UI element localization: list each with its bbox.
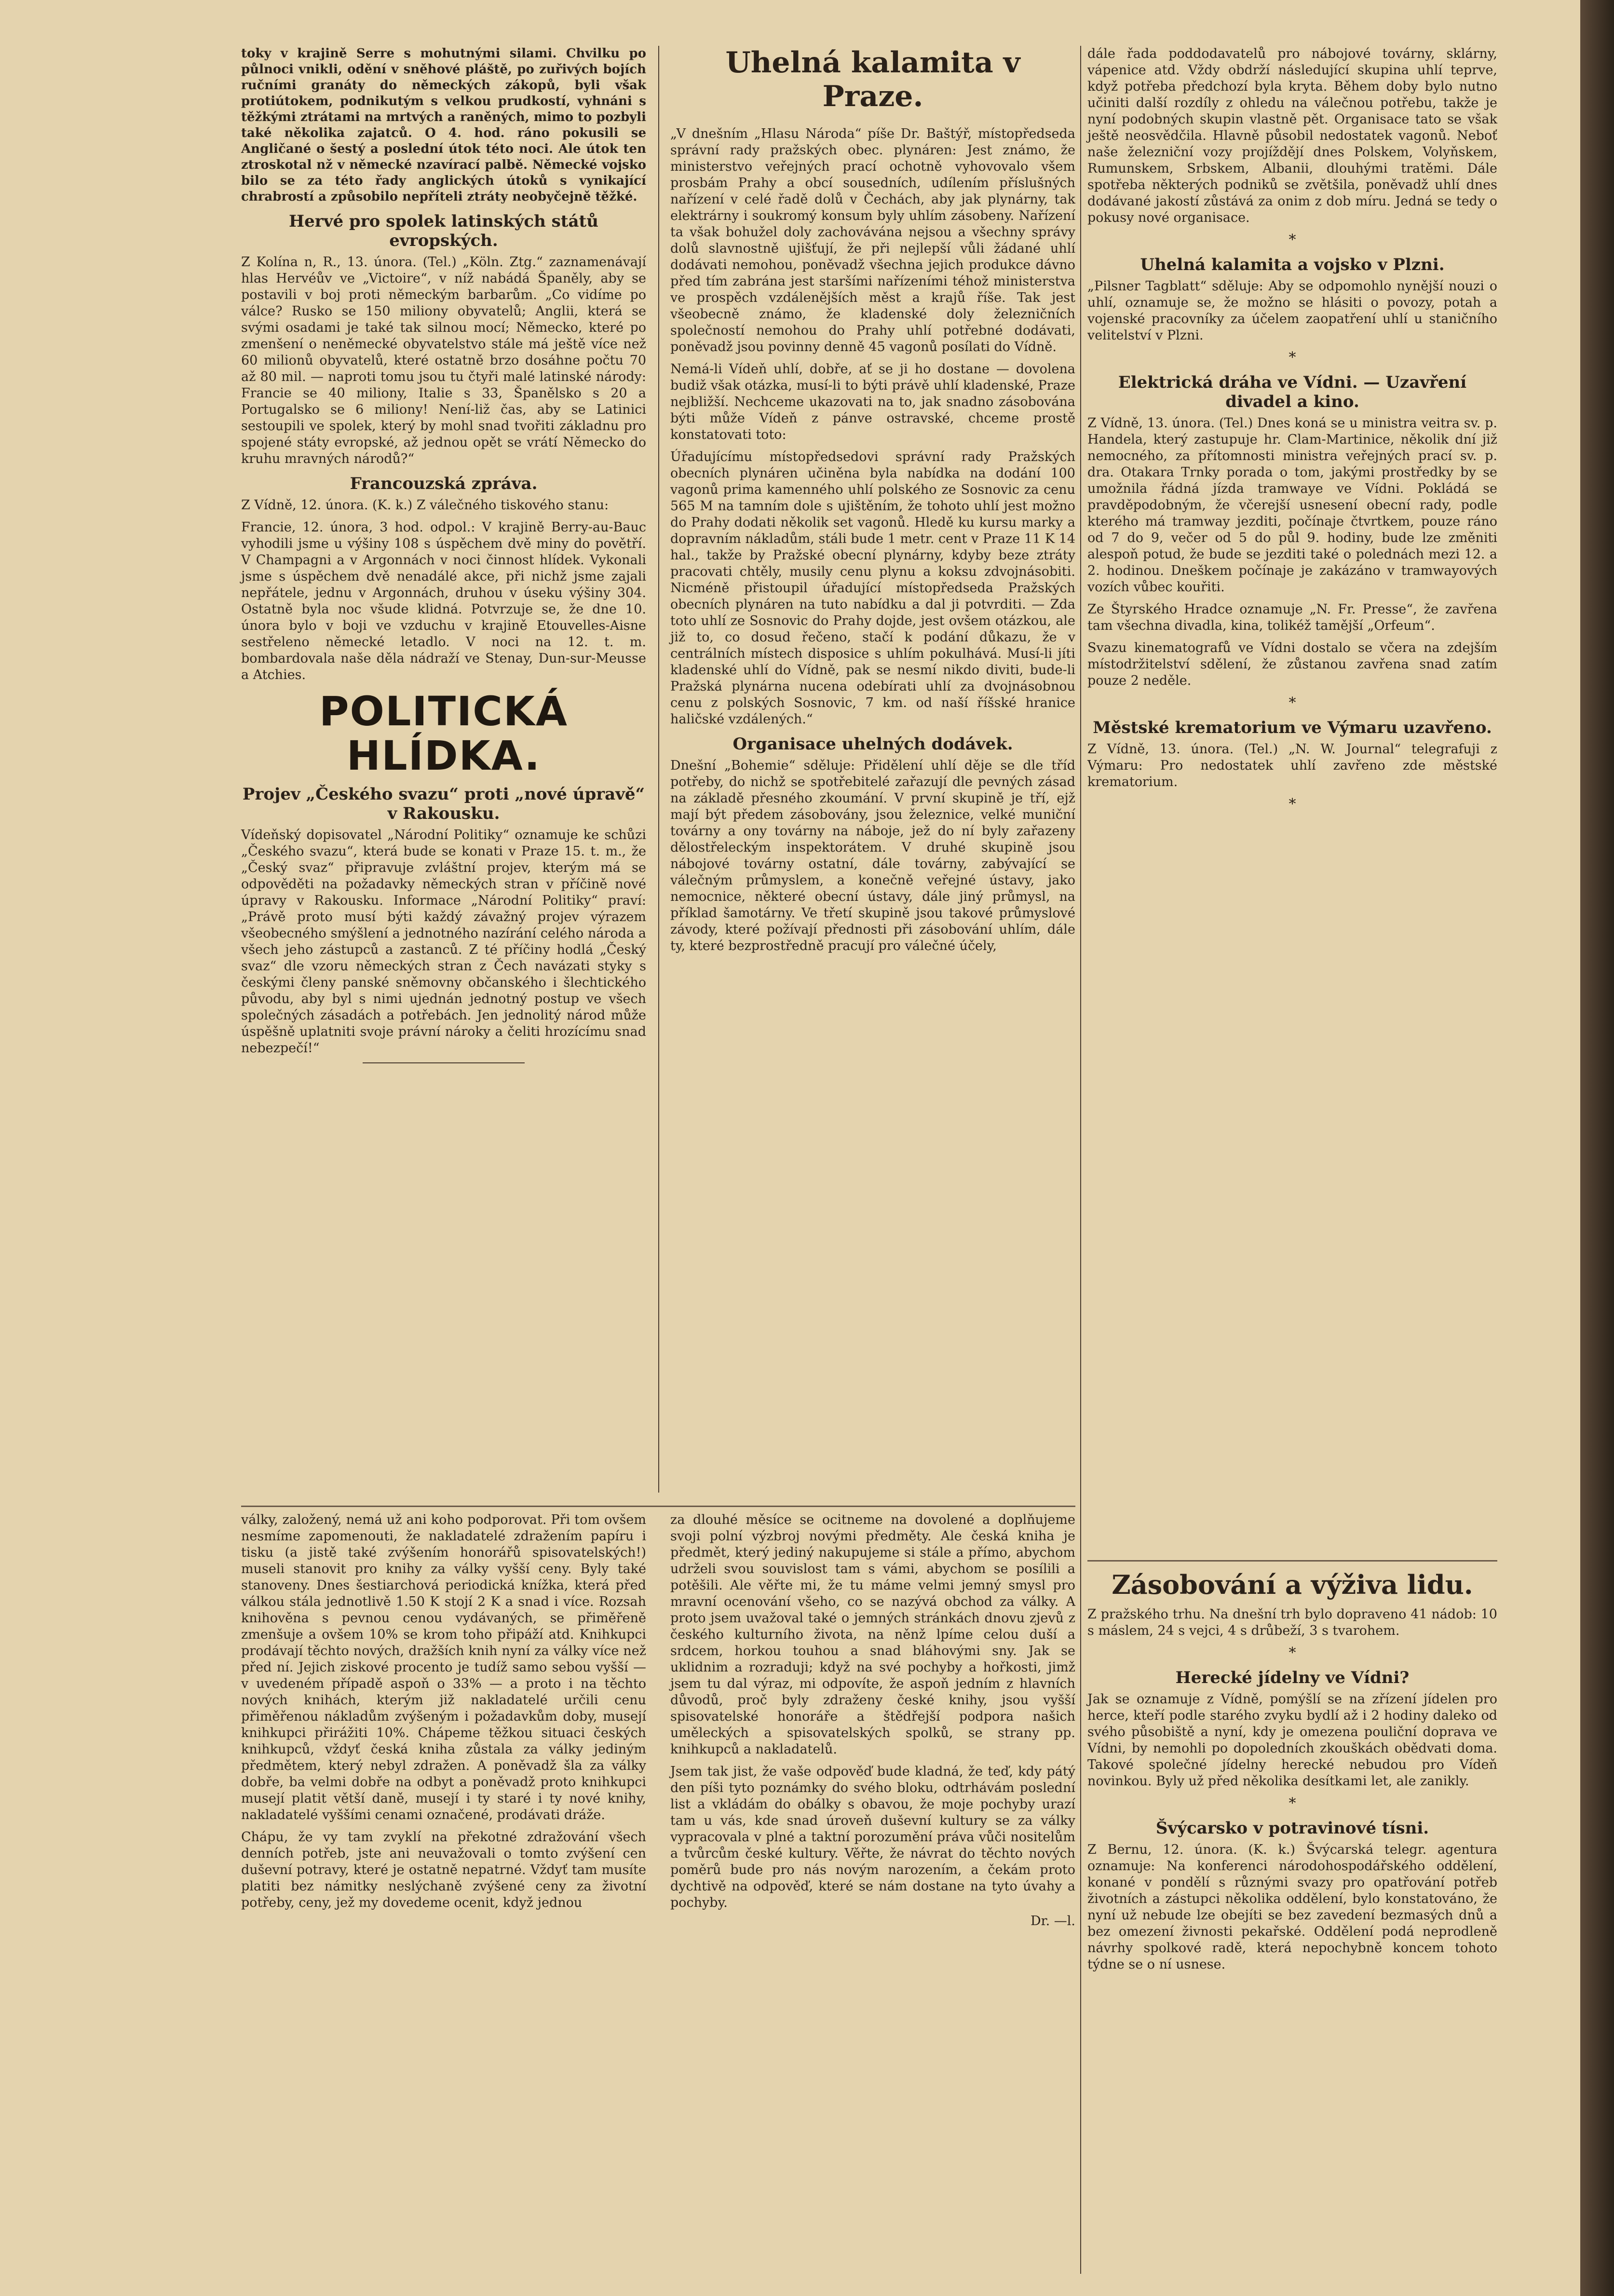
star-ornament: * (1288, 694, 1296, 711)
column-1 (241, 46, 646, 1068)
plzen-heading: Uhelná kalamita a vojsko v Plzni. (1140, 255, 1445, 274)
column-2 (670, 46, 1075, 960)
essay-paragraph: Jsem tak jist, že vaše odpověď bude kladná, že teď, kdy pátý den píši tyto poznámky do svého bloku, odtrhávám poslední list a vkládám do obálky s obavou, že moje pochyby urazí tam u vás, kde snad úroveň duševní kultury se za války vypracovala v plné a taktní porozumění práva vůči nositelům a tvůrcům české kultury. Věřte, že návrat do těchto nových poměrů bude pro nás novým narozením, a čekám proto dychtivě na odpověď, které se nám dostane na tyto úvahy a pochyby. (670, 1764, 1075, 1910)
continued-paragraph: dále řada poddodavatelů pro nábojové továrny, sklárny, vápenice atd. Vždy obdrží následující skupina uhlí teprve, když potřeba předchozí byla kryta. Během doby bylo nutno učiniti další rozdíly z ohledu na válečnou potřebu, takže je nyní podobných skupin vlastně pět. Organisace tato se však ještě neosvědčila. Hlavně působil nedostatek vagonů. Neboť naše železniční vozy projíždějí dnes Polskem, Volyňskem, Rumunskem, Srbskem, Albanii, dlouhými tratěmi. Dále spotřeba některých podniků se zvětšila, poněvadž uhlí dnes dodávané jakostí zůstává za onim z dob míru. Jedná se tedy o pokusy nové organisace. (1087, 46, 1497, 225)
kalamita-paragraph: Úřadujícímu místopředsedovi správní rady Pražských obecních plynáren učiněna byla nabídka na dodání 100 vagonů prima kamenného uhlí polského ze Sosnovic za cenu 565 M na tamním dole s ujištěním, že tohoto uhlí jest možno do Prahy dodati několik set vagonů. Hledě ku kursu marky a dopravním nákladům, stáli bude 1 metr. cent v Praze 11 K 14 hal., takže by Pražské obecní plynárny, kdyby beze ztráty pracovati chtěly, musily cenu plynu a koksu zdvojnásobiti. Nicméně přistoupil úřadující místopředseda Pražských obecních plynáren na tuto nabídku a dal ji potvrditi. — Zda toto uhlí ze Sosnovic do Prahy dojde, jest ovšem otázkou, ale již to, co dosud řečeno, stačí k podání důkazu, že v centrálních místech disposice s uhlím pokulhává. Musí-li jíti kladenské uhlí do Vídně, pak se nesmí nikdo diviti, bude-li Pražská plynárna nucena odebírati uhlí za dvojnásobnou cenu z polských Sosnovic, 7 km. od naší říšské hranice haličské vzdálených.“ (670, 449, 1075, 727)
star-ornament: * (1288, 349, 1296, 366)
elektricka-paragraph: Svazu kinematografů ve Vídni dostalo se včera na zdejším místodržitelství sdělení, že zůstanou zavřena snad zatím pouze 2 neděle. (1087, 640, 1497, 688)
plzen-paragraph: „Pilsner Tagblatt“ sděluje: Aby se odpomohlo nynější nouzi o uhlí, oznamuje se, že možno se hlásiti o povozy, potah a vojenské pracovníky za účelem zaopatření uhlí u staničního velitelství v Plzni. (1087, 279, 1497, 343)
herve-heading: Hervé pro spolek latinských států evropských. (289, 212, 598, 250)
francouzska-paragraph: Francie, 12. února, 3 hod. odpol.: V krajině Berry-au-Bauc vyhodili jsme u výšiny 108 s úspěchem dvě miny do povětří. V Champagni a v Argonnách v noci činnost hlídek. Vykonali jsme s úspěchem dvě nenadálé akce, při nichž jsme zajali nepřátele, jednu v Argonnách, druhou v úseku výšiny 304. Ostatně byla noc všude klidná. Potvrzuje se, že dne 10. února bylo v boji ve vzduchu v krajině Etouvelles-Aisne sestřeleno německé letadlo. V noci na 12. t. m. bombardovala naše děla nádraží ve Stenay, Dun-sur-Meusse a Atchies. (241, 520, 646, 682)
zasobovani-heading: Zásobování a výživa lidu. (1112, 1569, 1473, 1600)
elektricka-heading: Elektrická dráha ve Vídni. — Uzavření divadel a kino. (1118, 373, 1467, 411)
politicka-heading: Projev „Českého svazu“ proti „nové úpravě“ v Rakousku. (242, 785, 645, 823)
star-ornament: * (1288, 1644, 1296, 1661)
article-end-rule (363, 1062, 525, 1063)
herve-paragraph: Z Kolína n, R., 13. února. (Tel.) „Köln. Ztg.“ zaznamenávají hlas Hervéův ve „Victoire“, v níž nabádá Španěly, aby se postavili v boj proti německým barbarům. „Co vidíme po válce? Rusko se 150 miliony obyvatelů; Anglii, která se svými osadami je také tak silnou mocí; Německo, které po zmenšení o neněmecké obyvatelstvo stále má ještě více než 60 milionů obyvatelů, které ostatně brzo dosáhne počtu 70 až 80 mil. — naproti tomu jsou tu čtyři malé latinské národy: Francie se 40 miliony, Italie s 33, Španělsko s 20 a Portugalsko se 6 miliony! Není-liž čas, aby se Latinici sestoupili ve spolek, který by mohl snad tvořiti základnu pro spojené státy evropské, až jednou opět se vrátí Německo do kruhu mravných národů?“ (241, 255, 646, 466)
organisace-heading: Organisace uhelných dodávek. (732, 734, 1013, 754)
star-ornament: * (1288, 1795, 1296, 1812)
bottom-column-3 (1087, 1570, 1497, 1979)
herecke-heading: Herecké jídelny ve Vídni? (1175, 1668, 1410, 1687)
bottom-column-2 (670, 1512, 1075, 1935)
column-rule-1 (658, 46, 659, 1493)
herecke-paragraph: Jak se oznamuje z Vídně, pomýšlí se na zřízení jídelen pro herce, kteří podle starého zvyku bydlí až i 2 hodiny daleko od svého působiště a nyní, kdy je omezena pouliční doprava ve Vídni, by nemohli po dopoledních zkouškách obědvati doma. Takové společné jídelny herecké nebudou pro Vídeň novinkou. Byly už před několika desítkami let, ale zanikly. (1087, 1692, 1497, 1789)
francouzska-heading: Francouzská zpráva. (350, 474, 538, 493)
francouzska-dateline: Z Vídně, 12. února. (K. k.) Z válečného tiskového stanu: (241, 498, 609, 513)
krematorium-paragraph: Z Vídně, 13. února. (Tel.) „N. W. Journal“ telegrafuji z Výmaru: Pro nedostatek uhlí zavřeno zde městské krematorium. (1087, 742, 1497, 789)
star-ornament: * (1288, 796, 1296, 813)
kalamita-heading: Uhelná kalamita v Praze. (725, 46, 1020, 113)
section-separator-bottom-right (1087, 1560, 1497, 1562)
essay-paragraph: za dlouhé měsíce se ocitneme na dovolené a doplňujeme svoji polní výzbroj novými předměty. Ale česká kniha je předmět, který jediný nakupujeme si stále a přímo, abychom udrželi svou souvislost tam s vámi, abychom se posílili a potěšili. Ale věřte mi, že tu máme velmi jemný smysl pro mravní ocenování všeho, co se nazývá obchod za války. A proto jsem uvažoval také o jemných stránkách dnovu zjevů z českého kulturního života, na něnž lpíme celou duší a srdcem, horkou touhou a snad bláhovými sny. Jak se uklidnim a rozraduji; když na své pochyby a hořkosti, jimž jsem tu dal výraz, mi odpovíte, že aspoň jedním z hlavních důvodů, proč byly zdraženy české knihy, jsou vyšší spisovatelské honoráře a štědřejší podpora našich uměleckých a spisovatelských spolků, se strany pp. knihkupců a nakladatelů. (670, 1512, 1075, 1757)
kalamita-paragraph: „V dnešním „Hlasu Národa“ píše Dr. Baštýř, místopředseda správní rady pražských obec. plynáren: Jest známo, že ministerstvo veřejných prací ochotně vyhovovalo všem prosbám Prahy a obcí sousedních, udílením příslušných nařízení v celé řadě dolů v Čechách, aby jak plynárny, tak elektrárny i soukromý konsum byly uhlím zásobeny. Nařízení ta však bohužel doly zachovávána nejsou a všechny správy dolů slavnostně ujišťují, že při nejlepší vůli žádané uhlí dodávati nemohou, poněvadž všechna jejich produkce dávno před tím zabrána jest staršími nařízeními téhož ministerstva ve prospěch vzdálenějších měst a krajů říše. Tak jest všeobecně známo, že kladenské doly železničních společností nemohou do Prahy uhlí potřebné dodávati, poněvadž jsou povinny denně 45 vagonů posílati do Vídně. (670, 126, 1075, 354)
essay-paragraph: Chápu, že vy tam zvyklí na překotné zdražování všech denních potřeb, jste ani neuvažovali o tomto zvýšení cen duševní potravy, které je ostatně nepatrné. Vždyť tam musíte platiti bez námitky neslýchaně zvýšené ceny za životní potřeby, ceny, jež my dovedeme ocenit, když jednou (241, 1830, 646, 1910)
section-separator-bottom-left (241, 1506, 1075, 1507)
politicka-masthead: POLITICKÁ HLÍDKA. (319, 688, 569, 779)
kalamita-paragraph: Nemá-li Vídeň uhlí, dobře, ať se ji ho dostane — dovolena budiž však otázka, musí-li to býti právě uhlí kladenské, Praze nejbližší. Nechceme ukazovati na to, jak snadno zásobována býti může Vídeň z pánve ostravské, chceme prostě konstatovati toto: (670, 362, 1075, 442)
svycarsko-heading: Švýcarsko v potravinové tísni. (1155, 1819, 1429, 1838)
essay-paragraph: války, založený, nemá už ani koho podporovat. Při tom ovšem nesmíme zapomenouti, že nakladatelé zdražením papíru i tisku (a jistě také zvýšením honorářů spisovatelských!) museli stanovit pro knihy za války vyšší ceny. Byly také stanoveny. Dnes šestiarchová periodická knížka, která před válkou stála jednotlivě 1.50 K stojí 2 K a snad i více. Rozsah knihověna s pevnou cenou vydávaných, se přiměřeně zmenšuje a ovšem 10% se krom toho připáží atd. Knihkupci prodávají těchto nových, dražších knih nyní za války více než před ní. Jejich ziskové procento je tudíž samo sebou vyšší — v uvedeném případě aspoň o 33% — a proto i na těchto nových knihách, kterým již nakladatelé určili cenu přiměřenou nákladům zvýšeným i požadavkům doby, musejí knihkupci přirážiti 10%. Chápeme těžkou situaci českých knihkupců, vždyť česká kniha zůstala za války jediným předmětem, který nebyl zdražen. A poněvadž šla za války dobře, ba velmi dobře na odbyt a poněvadž proto knihkupci musejí platit větší daně, musejí i ty staré i ty nové knihy, nakladatelé vyššími cenami označené, prodávati dráže. (241, 1512, 646, 1822)
column-rule-2 (1080, 46, 1081, 2274)
elektricka-paragraph: Ze Štyrského Hradce oznamuje „N. Fr. Presse“, že zavřena tam všechna divadla, kina, tolikéž tamější „Orfeum“. (1087, 602, 1497, 633)
star-ornament: * (1288, 231, 1296, 248)
lead-paragraph: toky v krajině Serre s mohutnými silami. Chvilku po půlnoci vnikli, odění v sněhové pláště, po zuřivých bojích ručními granáty do německých zákopů, byli však protiútokem, podnikutým s velkou prudkostí, vyhnáni s těžkými ztrátami na mrtvých a raněných, mimo to pozbyli také několika zajatců. O 4. hod. ráno pokusili se Angličané o šestý a poslední útok této noci. Ale útok ten ztroskotal nž v německé nzavírací palbě. Německé vojsko bilo se za této řady anglických útoků s vynikající chrabrostí a způsobilo nepříteli ztráty neobyčejně těžké. (241, 46, 646, 204)
krematorium-heading: Městské krematorium ve Výmaru uzavřeno. (1093, 718, 1492, 737)
essay-signature: Dr. —l. (1031, 1914, 1075, 1929)
binding-edge (1580, 0, 1614, 2296)
bottom-column-1 (241, 1512, 646, 1917)
politicka-paragraph: Vídeňský dopisovatel „Národní Politiky“ oznamuje ke schůzi „Českého svazu“, která bude se konati v Praze 15. t. m., že „Český svaz“ připravuje zvláštní projev, kterým má se odpověděti na požadavky německých stran v příčině nové úpravy v Rakousku. Informace „Národní Politiky“ praví: „Právě proto musí býti každý závažný projev výrazem všeobecného smýšlení a jednotného nazírání celého národa a všech jeho zástupců a zastanců. Z té příčiny hodlá „Český svaz“ dle vzoru německých stran z Čech navázati styky s českými členy panské sněmovny občanského i šlechtického původu, aby byl s nimi ujednán jednotný postup ve všech společných zásadách a potřebách. Jen jednolitý národ může úspěšně uplatniti svoje právní nároky a čeliti hrozícímu snad nebezpečí!“ (241, 828, 646, 1056)
column-3 (1087, 46, 1497, 815)
organisace-paragraph: Dnešní „Bohemie“ sděluje: Přidělení uhlí děje se dle tříd potřeby, do nichž se spotřebitelé zařazují dle pevných zásad na základě přesného zkoumání. V první skupině je tří, ejž mají být předem zásobovány, jsou železnice, velké muniční továrny a ony továrny na náboje, jež do ní byly zařazeny dělostřeleckým inspektorátem. V druhé skupině jsou nábojové továrny ostatní, dále továrny, zabývající se válečným průmyslem, a konečně veřejné ústavy, jako nemocnice, některé obecní ústavy, dále jiný průmysl, na příklad šamotárny. Ve třetí skupině jsou takové průmyslové závody, které požívají přednosti při zásobování uhlím, dále ty, které bezprostředně pracují pro válečné účely, (670, 758, 1075, 953)
zasobovani-paragraph: Z pražského trhu. Na dnešní trh bylo dopraveno 41 nádob: 10 s máslem, 24 s vejci, 4 s drůbeží, 3 s tvarohem. (1087, 1607, 1497, 1638)
elektricka-paragraph: Z Vídně, 13. února. (Tel.) Dnes koná se u ministra veitra sv. p. Handela, který zastupuje hr. Clam-Martinice, několik dní již nemocného, za přítomnosti ministra veřejných prací sv. p. dra. Otakara Trnky porada o tom, jakými prostředky by se umožnila řádná jízda tramwaye ve Vídni. Pokládá se pravděpodobným, že včerejší usnesení obecní rady, podle kterého má tramway jezditi, počínaje čtvrtkem, pouze ráno od 7 do 9, večer od 5 do půl 9. hodiny, bude lze změniti alespoň potud, že bude se jezditi také o polednách mezi 12. a 2. hodinou. Dneškem počínaje je zakázáno v tramwayových vozích vůbec kouřiti. (1087, 416, 1497, 595)
svycarsko-paragraph: Z Bernu, 12. února. (K. k.) Švýcarská telegr. agentura oznamuje: Na konferenci národohospodářského oddělení, konané v pondělí s různými svazy pro opatřování potřeb životních a zástupci několika oddělení, bylo konstatováno, že nyní už nebude lze obejíti se bez zavedení bezmasých dnů a bez omezení živnosti pekařské. Oddělení podá neprodleně návrhy spolkové radě, která nepochybně koncem tohoto týdne se o ní usnese. (1087, 1842, 1497, 1972)
